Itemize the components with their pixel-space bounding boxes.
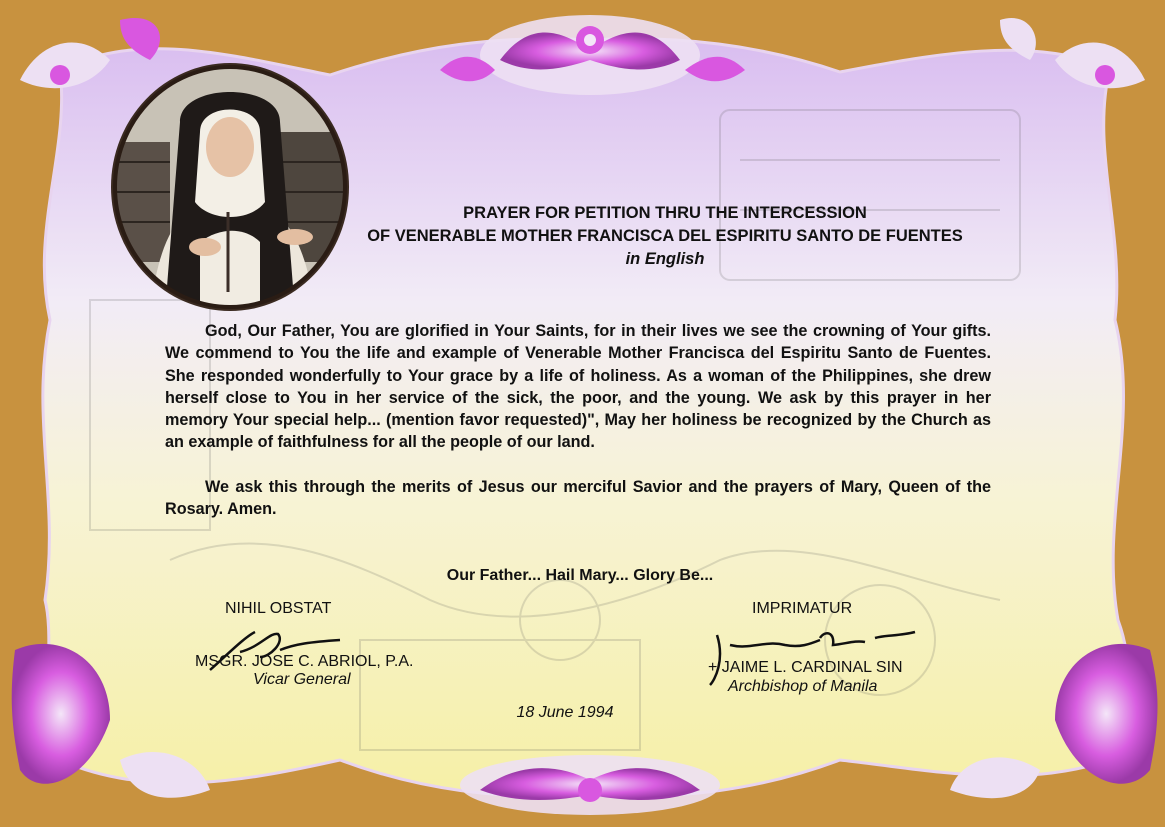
imprimatur-label: IMPRIMATUR <box>752 600 853 617</box>
prayer-paragraph-1: God, Our Father, You are glorified in Your Saints, for in their lives we see the crowning of Your gifts. We commend to You the life and example of Venerable Mother Francisca del Espiritu Santo de Fuentes. She responded wonderfully to Your grace by a life of holiness. As a woman of the Philippines, she drew herself close to You in her service of the sick, the poor, and the young. We ask by this prayer in her memory Your special help... (mention favor requested)", May her holiness be recognized by the Church as an example of faithfulness for all the people of our land. <box>165 322 991 452</box>
portrait-medallion <box>110 62 350 312</box>
closing-prayers: Our Father... Hail Mary... Glory Be... <box>446 567 714 584</box>
approval-date: 18 June 1994 <box>516 704 614 721</box>
prayer-body <box>165 320 991 520</box>
nihil-obstat-role: Vicar General <box>253 671 351 688</box>
nihil-obstat-label: NIHIL OBSTAT <box>225 600 332 617</box>
prayer-title <box>330 202 1000 271</box>
imprimatur-role: Archbishop of Manila <box>728 678 878 695</box>
nihil-obstat-name: MSGR. JOSE C. ABRIOL, P.A. <box>195 653 414 670</box>
title-line-1: PRAYER FOR PETITION THRU THE INTERCESSION <box>463 204 867 222</box>
bottom-ornament <box>460 755 720 815</box>
imprimatur-name: + JAIME L. CARDINAL SIN <box>708 659 903 676</box>
title-line-2: OF VENERABLE MOTHER FRANCISCA DEL ESPIRITU SANTO DE FUENTES <box>367 227 963 245</box>
title-language: in English <box>625 250 705 268</box>
prayer-paragraph-2: We ask this through the merits of Jesus our merciful Savior and the prayers of Mary, Queen of the Rosary. Amen. <box>165 477 991 519</box>
